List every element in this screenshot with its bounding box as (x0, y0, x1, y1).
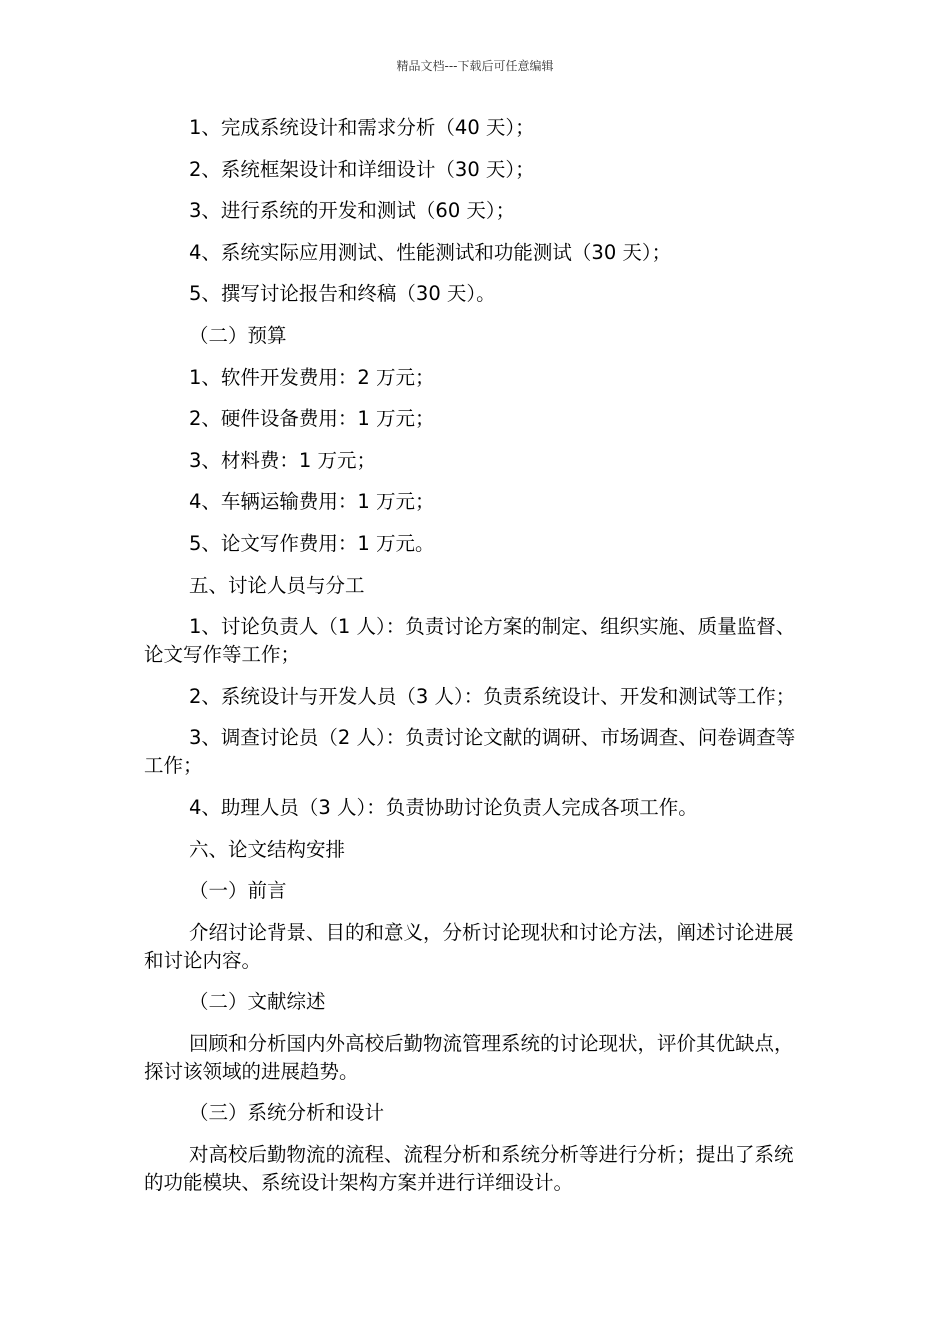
section-heading: 六、论文结构安排 (189, 837, 346, 861)
paragraph: 1、讨论负责人（1 人）：负责讨论方案的制定、组织实施、质量监督、论文写作等工作； (144, 615, 796, 667)
page-header: 精品文档---下载后可任意编辑 (396, 59, 554, 73)
paragraph: 5、论文写作费用：1 万元。 (189, 531, 435, 555)
subsection-heading: （一）前言 (189, 879, 287, 903)
paragraph: 5、撰写讨论报告和终稿（30 天）。 (189, 282, 496, 306)
paragraph: 3、调查讨论员（2 人）：负责讨论文献的调研、市场调查、问卷调查等工作； (144, 726, 796, 778)
paragraph: 3、进行系统的开发和测试（60 天）； (189, 199, 516, 223)
document-body (144, 114, 804, 1211)
paragraph: 3、材料费：1 万元； (189, 448, 377, 472)
paragraph: 4、助理人员（3 人）：负责协助讨论负责人完成各项工作。 (189, 795, 698, 819)
paragraph: 4、系统实际应用测试、性能测试和功能测试（30 天）； (189, 240, 672, 264)
subsection-heading: （二）文献综述 (189, 990, 326, 1014)
paragraph: 2、系统框架设计和详细设计（30 天）； (189, 157, 535, 181)
paragraph: 1、软件开发费用：2 万元； (189, 365, 435, 389)
section-heading: （二）预算 (189, 323, 287, 347)
paragraph: 2、系统设计与开发人员（3 人）：负责系统设计、开发和测试等工作； (189, 684, 796, 708)
subsection-heading: （三）系统分析和设计 (189, 1101, 385, 1125)
paragraph: 回顾和分析国内外高校后勤物流管理系统的讨论现状，评价其优缺点，探讨该领域的进展趋势。 (144, 1031, 794, 1083)
paragraph: 1、完成系统设计和需求分析（40 天）； (189, 116, 535, 139)
section-heading: 五、讨论人员与分工 (189, 573, 365, 597)
paragraph: 2、硬件设备费用：1 万元； (189, 407, 435, 431)
paragraph: 4、车辆运输费用：1 万元； (189, 490, 435, 514)
paragraph: 介绍讨论背景、目的和意义，分析讨论现状和讨论方法，阐述讨论进展和讨论内容。 (144, 920, 794, 972)
paragraph: 对高校后勤物流的流程、流程分析和系统分析等进行分析；提出了系统的功能模块、系统设计架构方案并进行详细设计。 (144, 1143, 794, 1195)
